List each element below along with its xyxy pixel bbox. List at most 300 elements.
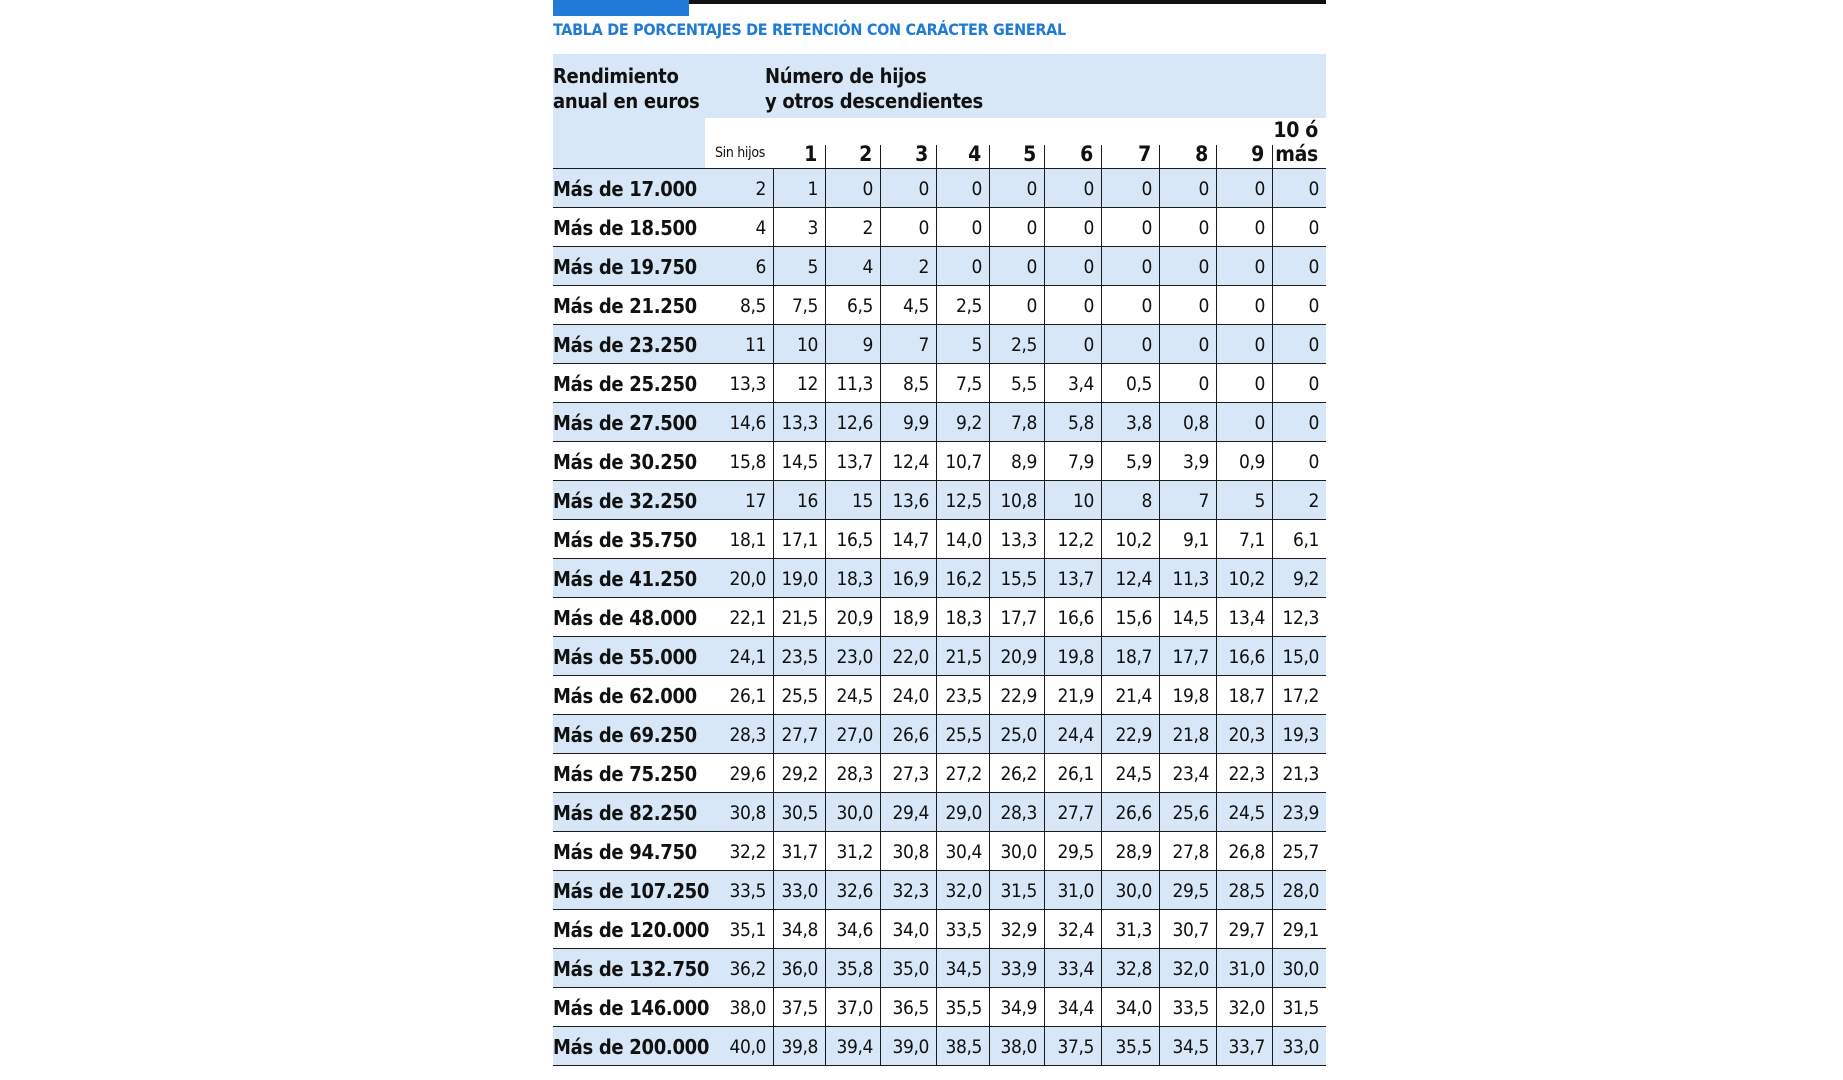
retention-percentage-cell: 0 [1254,256,1265,278]
retention-percentage-cell: 28,9 [1115,841,1152,863]
retention-percentage-cell: 0 [1198,334,1209,356]
retention-percentage-cell: 0 [1198,178,1209,200]
retention-percentage-cell: 19,0 [781,568,818,590]
column-divider [825,145,826,1066]
column-header-text [1023,142,1036,166]
income-bracket-label: Más de 18.500 [553,216,697,240]
retention-percentage-cell: 13,3 [729,373,766,395]
retention-percentage-cell: 0 [1308,217,1319,239]
retention-percentage-cell: 20,0 [729,568,766,590]
retention-percentage-cell: 12,4 [892,451,929,473]
retention-percentage-cell: 33,9 [1000,958,1037,980]
retention-percentage-cell: 0 [1083,295,1094,317]
retention-percentage-cell: 12,4 [1115,568,1152,590]
retention-percentage-cell: 30,0 [836,802,873,824]
retention-percentage-cell: 33,7 [1228,1036,1265,1058]
retention-percentage-cell: 0 [1308,256,1319,278]
retention-percentage-cell: 5,9 [1126,451,1152,473]
retention-percentage-cell: 0 [1254,412,1265,434]
income-bracket-label: Más de 120.000 [553,918,710,942]
table-row [553,442,1326,481]
retention-percentage-cell: 0 [1308,334,1319,356]
retention-percentage-cell: 17,1 [781,529,818,551]
retention-percentage-cell: 35,0 [892,958,929,980]
column-header-line: 4 [968,142,981,166]
retention-percentage-cell: 31,3 [1115,919,1152,941]
retention-percentage-cell: 24,5 [1228,802,1265,824]
income-bracket-label: Más de 25.250 [553,372,697,396]
retention-percentage-cell: 35,5 [945,997,982,1019]
retention-percentage-cell: 0 [1308,451,1319,473]
column-divider [1101,145,1102,1066]
retention-percentage-cell: 15,6 [1115,607,1152,629]
income-bracket-label: Más de 23.250 [553,333,697,357]
retention-percentage-cell: 34,6 [836,919,873,941]
retention-percentage-cell: 8,9 [1011,451,1037,473]
column-header-line: 2 [859,142,872,166]
retention-percentage-cell: 7 [1198,490,1209,512]
retention-percentage-cell: 19,8 [1057,646,1094,668]
retention-percentage-cell: 7,9 [1068,451,1094,473]
retention-percentage-cell: 0 [1198,217,1209,239]
retention-percentage-cell: 34,4 [1057,997,1094,1019]
retention-percentage-cell: 23,9 [1282,802,1319,824]
retention-percentage-cell: 36,5 [892,997,929,1019]
retention-percentage-cell: 25,5 [945,724,982,746]
retention-percentage-cell: 3,8 [1126,412,1152,434]
income-bracket-label: Más de 32.250 [553,489,697,513]
retention-percentage-cell: 33,5 [1172,997,1209,1019]
column-header-line: 7 [1138,142,1151,166]
retention-percentage-cell: 38,5 [945,1036,982,1058]
column-header-line: 8 [1195,142,1208,166]
retention-percentage-cell: 28,3 [1000,802,1037,824]
retention-percentage-cell: 0,8 [1183,412,1209,434]
retention-percentage-cell: 18,7 [1115,646,1152,668]
retention-percentage-cell: 32,6 [836,880,873,902]
retention-percentage-cell: 28,5 [1228,880,1265,902]
retention-percentage-cell: 31,7 [781,841,818,863]
retention-percentage-cell: 15,8 [729,451,766,473]
retention-percentage-cell: 17 [745,490,766,512]
retention-percentage-cell: 11 [745,334,766,356]
retention-percentage-cell: 33,4 [1057,958,1094,980]
income-bracket-label: Más de 82.250 [553,801,697,825]
retention-percentage-cell: 39,8 [781,1036,818,1058]
retention-percentage-cell: 31,0 [1057,880,1094,902]
retention-percentage-cell: 3,9 [1183,451,1209,473]
retention-percentage-cell: 28,3 [729,724,766,746]
income-bracket-label: Más de 21.250 [553,294,697,318]
retention-percentage-cell: 29,2 [781,763,818,785]
retention-percentage-cell: 32,4 [1057,919,1094,941]
retention-percentage-cell: 3,4 [1068,373,1094,395]
retention-percentage-cell: 38,0 [1000,1036,1037,1058]
retention-percentage-cell: 7,1 [1239,529,1265,551]
retention-percentage-cell: 36,2 [729,958,766,980]
column-header-line: 5 [1023,142,1036,166]
column-header-line: 6 [1080,142,1093,166]
retention-percentage-cell: 30,4 [945,841,982,863]
retention-percentage-cell: 20,9 [1000,646,1037,668]
retention-percentage-cell: 10 [1073,490,1094,512]
retention-percentage-cell: 27,7 [781,724,818,746]
table-row [553,403,1326,442]
retention-percentage-cell: 19,8 [1172,685,1209,707]
retention-percentage-cell: 5,5 [1011,373,1037,395]
income-bracket-label: Más de 75.250 [553,762,697,786]
retention-percentage-cell: 0 [1026,217,1037,239]
column-header-text [968,142,981,166]
retention-percentage-cell: 0 [1141,178,1152,200]
table-row [553,676,1326,715]
retention-percentage-cell: 34,5 [945,958,982,980]
retention-percentage-cell: 35,1 [729,919,766,941]
retention-percentage-cell: 16,5 [836,529,873,551]
retention-percentage-cell: 28,0 [1282,880,1319,902]
column-header-1 [773,118,825,168]
retention-percentage-cell: 17,7 [1172,646,1209,668]
retention-percentage-cell: 9 [862,334,873,356]
group-header-line: y otros descendientes [765,89,983,113]
column-header-text [804,142,817,166]
retention-percentage-cell: 26,2 [1000,763,1037,785]
retention-percentage-cell: 13,6 [892,490,929,512]
table-row [553,949,1326,988]
retention-percentage-cell: 6,1 [1293,529,1319,551]
column-divider [880,145,881,1066]
retention-percentage-cell: 0 [1308,295,1319,317]
retention-percentage-cell: 18,1 [729,529,766,551]
retention-percentage-cell: 23,5 [945,685,982,707]
retention-percentage-cell: 5 [971,334,982,356]
retention-percentage-cell: 27,3 [892,763,929,785]
retention-percentage-cell: 0 [1141,295,1152,317]
retention-percentage-cell: 0,5 [1126,373,1152,395]
retention-percentage-cell: 29,0 [945,802,982,824]
retention-percentage-cell: 18,9 [892,607,929,629]
header-band-left [553,118,705,168]
retention-percentage-cell: 21,9 [1057,685,1094,707]
column-header-9 [1216,118,1272,168]
retention-percentage-cell: 0 [1083,334,1094,356]
retention-percentage-cell: 0 [971,178,982,200]
income-bracket-label: Más de 19.750 [553,255,697,279]
retention-percentage-cell: 22,9 [1000,685,1037,707]
retention-percentage-cell: 22,0 [892,646,929,668]
retention-percentage-cell: 23,5 [781,646,818,668]
retention-percentage-cell: 2,5 [1011,334,1037,356]
retention-percentage-cell: 0 [1198,295,1209,317]
retention-percentage-cell: 37,5 [1057,1036,1094,1058]
retention-percentage-cell: 14,5 [781,451,818,473]
retention-percentage-cell: 15,5 [1000,568,1037,590]
retention-percentage-cell: 26,8 [1228,841,1265,863]
retention-percentage-cell: 0 [862,178,873,200]
retention-percentage-cell: 30,8 [892,841,929,863]
retention-percentage-cell: 12,3 [1282,607,1319,629]
retention-percentage-cell: 24,5 [836,685,873,707]
retention-percentage-cell: 16,6 [1228,646,1265,668]
column-header-line: 1 [804,142,817,166]
retention-percentage-cell: 31,5 [1000,880,1037,902]
retention-percentage-cell: 4 [755,217,766,239]
income-bracket-label: Más de 200.000 [553,1035,710,1059]
retention-percentage-cell: 13,3 [781,412,818,434]
retention-percentage-cell: 0 [1198,373,1209,395]
retention-percentage-cell: 24,1 [729,646,766,668]
retention-percentage-cell: 33,5 [729,880,766,902]
column-header-text [1273,118,1318,166]
retention-percentage-cell: 37,0 [836,997,873,1019]
retention-percentage-cell: 29,1 [1282,919,1319,941]
retention-percentage-cell: 31,0 [1228,958,1265,980]
income-bracket-label: Más de 41.250 [553,567,697,591]
income-bracket-label: Más de 94.750 [553,840,697,864]
retention-percentage-cell: 25,0 [1000,724,1037,746]
retention-percentage-cell: 7,8 [1011,412,1037,434]
retention-percentage-cell: 0 [1083,178,1094,200]
retention-percentage-cell: 31,2 [836,841,873,863]
retention-percentage-cell: 6 [755,256,766,278]
retention-percentage-cell: 11,3 [1172,568,1209,590]
column-header-line: Sin hijos [714,145,765,161]
column-header-7 [1101,118,1159,168]
retention-percentage-cell: 34,8 [781,919,818,941]
column-header-line: 9 [1251,142,1264,166]
retention-percentage-cell: 2 [755,178,766,200]
table-row [553,637,1326,676]
column-header-2 [825,118,880,168]
retention-percentage-cell: 2,5 [956,295,982,317]
retention-percentage-cell: 12,5 [945,490,982,512]
retention-percentage-cell: 39,0 [892,1036,929,1058]
table-row [553,598,1326,637]
retention-percentage-cell: 10,2 [1115,529,1152,551]
retention-percentage-cell: 30,7 [1172,919,1209,941]
retention-percentage-cell: 9,2 [956,412,982,434]
retention-percentage-cell: 7 [918,334,929,356]
retention-percentage-cell: 4,5 [903,295,929,317]
retention-percentage-cell: 12,2 [1057,529,1094,551]
retention-percentage-cell: 7,5 [956,373,982,395]
retention-percentage-cell: 6,5 [847,295,873,317]
retention-percentage-cell: 11,3 [836,373,873,395]
retention-percentage-cell: 27,2 [945,763,982,785]
row-header-line: Rendimiento [553,64,679,88]
income-bracket-label: Más de 35.750 [553,528,697,552]
table-row [553,910,1326,949]
table-row [553,208,1326,247]
column-divider [989,145,990,1066]
retention-percentage-cell: 0 [1141,334,1152,356]
table-row [553,481,1326,520]
retention-percentage-cell: 26,1 [1057,763,1094,785]
retention-percentage-cell: 0 [1198,256,1209,278]
column-header-4 [936,118,989,168]
retention-percentage-cell: 27,8 [1172,841,1209,863]
retention-percentage-cell: 28,3 [836,763,873,785]
table-row [553,325,1326,364]
retention-percentage-cell: 29,6 [729,763,766,785]
retention-percentage-cell: 14,0 [945,529,982,551]
retention-percentage-cell: 12,6 [836,412,873,434]
table-row [553,871,1326,910]
retention-percentage-cell: 13,7 [1057,568,1094,590]
retention-percentage-cell: 18,3 [945,607,982,629]
column-header-line: 10 ó [1273,118,1318,142]
column-divider [773,168,774,1066]
retention-percentage-cell: 9,9 [903,412,929,434]
column-divider [936,145,937,1066]
table-row [553,832,1326,871]
retention-percentage-cell: 14,5 [1172,607,1209,629]
column-header-text [1138,142,1151,166]
retention-percentage-cell: 0 [971,217,982,239]
column-header-text [859,142,872,166]
retention-percentage-cell: 32,2 [729,841,766,863]
table-row [553,1027,1326,1066]
retention-percentage-cell: 29,7 [1228,919,1265,941]
retention-percentage-cell: 17,2 [1282,685,1319,707]
column-header-line: 3 [915,142,928,166]
retention-percentage-cell: 30,8 [729,802,766,824]
retention-percentage-cell: 14,6 [729,412,766,434]
table-row [553,754,1326,793]
table-row [553,715,1326,754]
retention-percentage-cell: 0 [1083,256,1094,278]
retention-percentage-cell: 33,0 [1282,1036,1319,1058]
retention-percentage-cell: 38,0 [729,997,766,1019]
table-row [553,247,1326,286]
retention-percentage-cell: 23,4 [1172,763,1209,785]
retention-percentage-cell: 13,4 [1228,607,1265,629]
retention-percentage-cell: 3 [807,217,818,239]
retention-percentage-cell: 25,6 [1172,802,1209,824]
retention-percentage-cell: 18,7 [1228,685,1265,707]
retention-percentage-cell: 0 [1254,373,1265,395]
column-header-text [1251,142,1264,166]
retention-percentage-cell: 17,7 [1000,607,1037,629]
column-header-10-o-mas [1272,118,1326,168]
retention-percentage-cell: 21,8 [1172,724,1209,746]
income-bracket-label: Más de 17.000 [553,177,697,201]
retention-percentage-cell: 0 [1254,334,1265,356]
retention-percentage-cell: 32,0 [1172,958,1209,980]
table-row [553,364,1326,403]
retention-percentage-cell: 10,2 [1228,568,1265,590]
retention-percentage-cell: 0 [1026,295,1037,317]
retention-percentage-cell: 24,5 [1115,763,1152,785]
retention-percentage-cell: 27,7 [1057,802,1094,824]
retention-percentage-cell: 30,0 [1000,841,1037,863]
retention-percentage-cell: 0 [1308,412,1319,434]
retention-percentage-cell: 33,0 [781,880,818,902]
accent-bar [553,0,689,16]
column-header-sin-hijos [705,118,773,168]
retention-percentage-cell: 2 [862,217,873,239]
retention-percentage-cell: 0 [1026,178,1037,200]
retention-percentage-cell: 13,7 [836,451,873,473]
retention-percentage-cell: 21,5 [781,607,818,629]
retention-percentage-cell: 22,1 [729,607,766,629]
retention-percentage-cell: 32,0 [945,880,982,902]
retention-percentage-cell: 0 [1254,217,1265,239]
table-title: TABLA DE PORCENTAJES DE RETENCIÓN CON CARÁCTER GENERAL [553,20,1066,39]
retention-percentage-cell: 15,0 [1282,646,1319,668]
column-header-text [1195,142,1208,166]
income-bracket-label: Más de 48.000 [553,606,697,630]
column-header-line: más [1275,142,1318,166]
retention-percentage-cell: 5 [1254,490,1265,512]
income-bracket-label: Más de 69.250 [553,723,697,747]
retention-percentage-cell: 34,5 [1172,1036,1209,1058]
group-header-line: Número de hijos [765,64,927,88]
retention-percentage-cell: 1 [807,178,818,200]
retention-percentage-cell: 10,8 [1000,490,1037,512]
retention-percentage-cell: 35,8 [836,958,873,980]
retention-percentage-cell: 40,0 [729,1036,766,1058]
retention-percentage-cell: 27,0 [836,724,873,746]
table-row [553,169,1326,208]
retention-percentage-cell: 2 [918,256,929,278]
table-row [553,286,1326,325]
retention-percentage-cell: 16,6 [1057,607,1094,629]
retention-percentage-cell: 39,4 [836,1036,873,1058]
retention-percentage-cell: 26,1 [729,685,766,707]
retention-percentage-cell: 8 [1141,490,1152,512]
retention-percentage-cell: 0 [1141,217,1152,239]
income-bracket-label: Más de 27.500 [553,411,697,435]
retention-percentage-cell: 22,3 [1228,763,1265,785]
retention-percentage-cell: 16 [797,490,818,512]
retention-percentage-cell: 14,7 [892,529,929,551]
retention-percentage-cell: 37,5 [781,997,818,1019]
retention-percentage-cell: 31,5 [1282,997,1319,1019]
retention-percentage-cell: 34,0 [1115,997,1152,1019]
retention-percentage-cell: 24,0 [892,685,929,707]
group-header-label [765,64,983,114]
retention-percentage-cell: 25,7 [1282,841,1319,863]
retention-percentage-cell: 5,8 [1068,412,1094,434]
column-divider [1159,145,1160,1066]
retention-percentage-cell: 33,5 [945,919,982,941]
retention-percentage-cell: 0 [1141,256,1152,278]
income-bracket-label: Más de 62.000 [553,684,697,708]
table-row [553,793,1326,832]
retention-percentage-cell: 22,9 [1115,724,1152,746]
retention-percentage-cell: 34,0 [892,919,929,941]
column-header-text [715,141,765,165]
retention-percentage-cell: 0 [1308,178,1319,200]
retention-percentage-cell: 9,2 [1293,568,1319,590]
retention-percentage-cell: 16,9 [892,568,929,590]
column-header-5 [989,118,1044,168]
column-divider [1044,145,1045,1066]
income-bracket-label: Más de 107.250 [553,879,710,903]
row-header-line: anual en euros [553,89,700,113]
column-divider [1272,145,1273,1066]
column-header-6 [1044,118,1101,168]
retention-percentage-cell: 20,3 [1228,724,1265,746]
retention-percentage-cell: 10 [797,334,818,356]
retention-percentage-cell: 15 [852,490,873,512]
retention-percentage-cell: 36,0 [781,958,818,980]
table-row [553,988,1326,1027]
retention-percentage-cell: 25,5 [781,685,818,707]
retention-percentage-cell: 18,3 [836,568,873,590]
income-bracket-label: Más de 55.000 [553,645,697,669]
